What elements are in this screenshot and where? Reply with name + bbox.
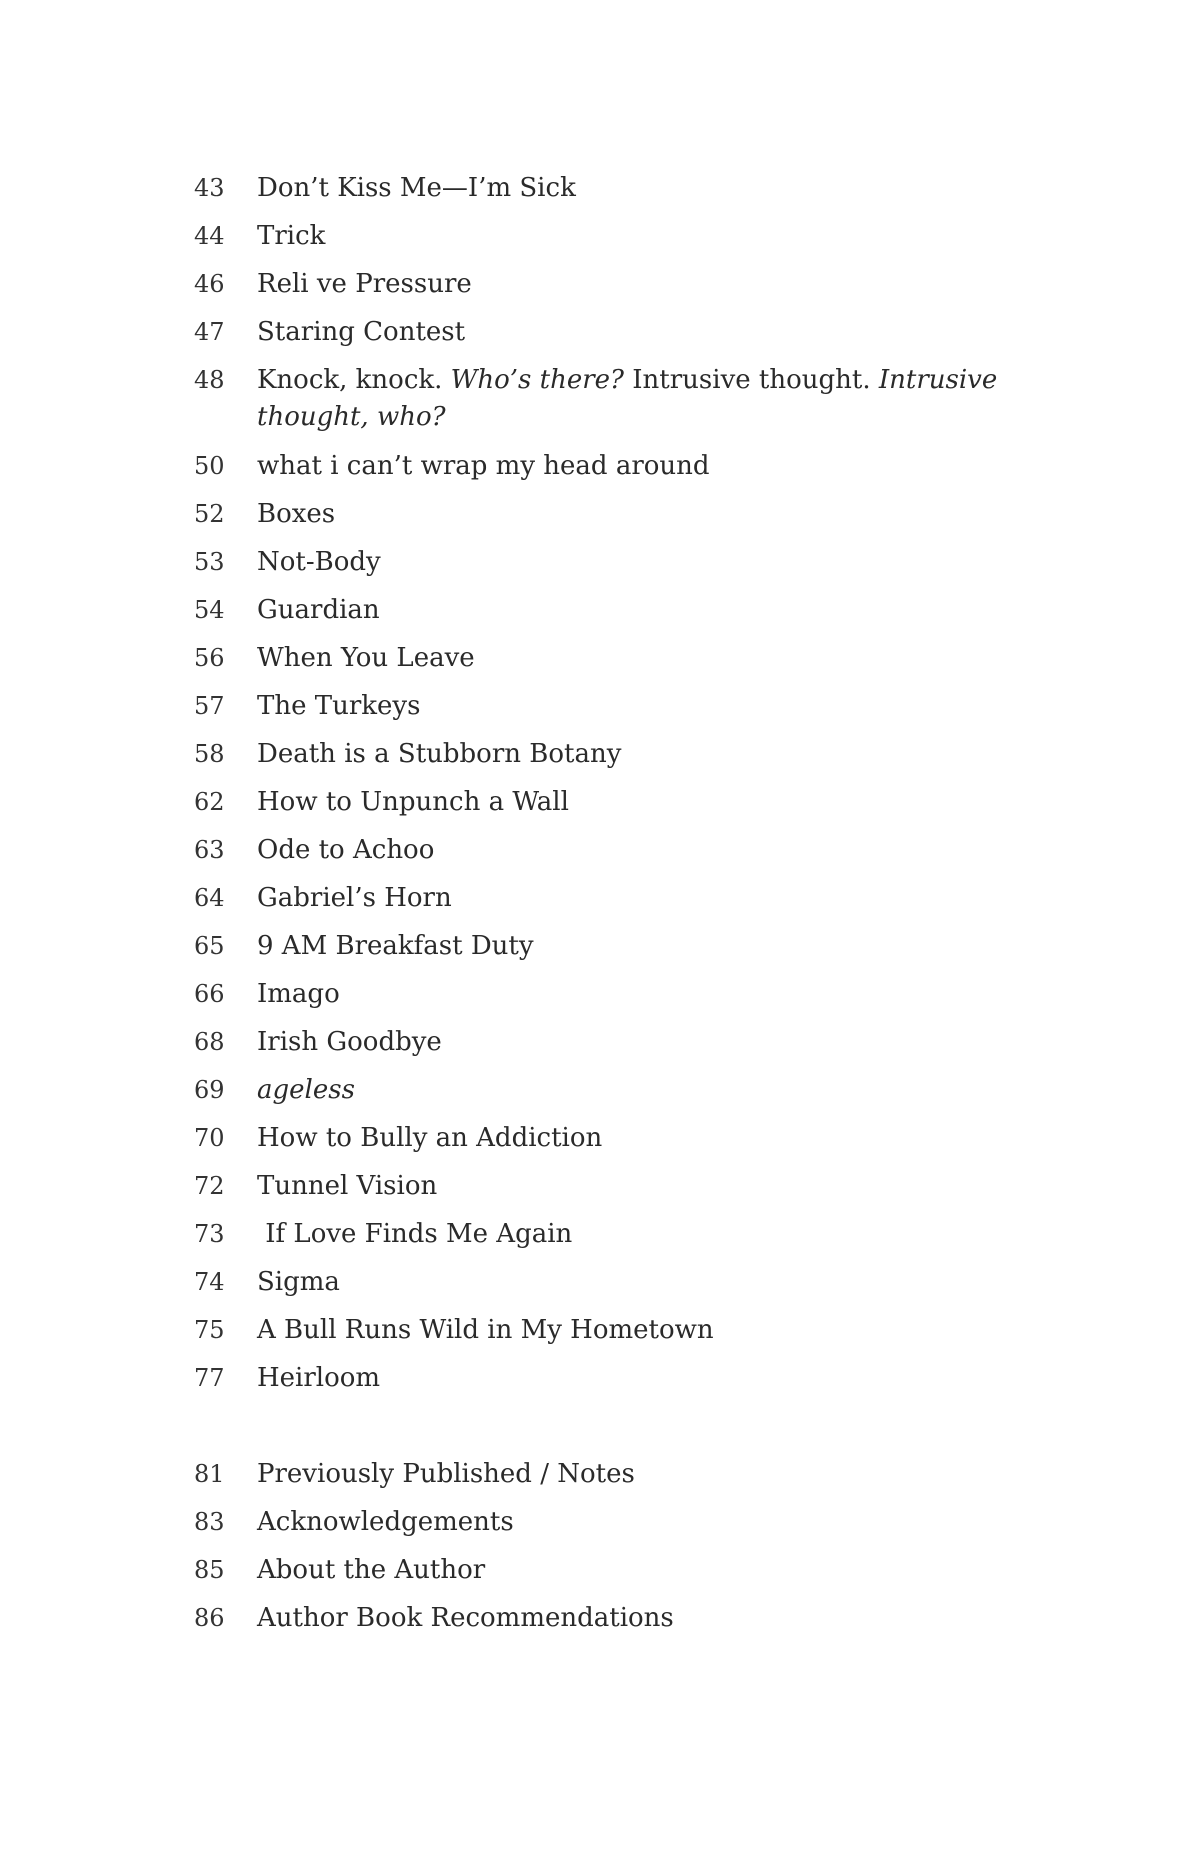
toc-entry — [194, 832, 1014, 869]
toc-title: The Turkeys — [257, 691, 421, 721]
toc-title: Don’t Kiss Me—I’m Sick — [257, 173, 576, 203]
toc-page-number: 75 — [194, 1316, 225, 1344]
toc-entry — [194, 1024, 1014, 1061]
toc-title: Not-Body — [257, 547, 381, 577]
toc-title: A Bull Runs Wild in My Hometown — [257, 1315, 714, 1345]
toc-title: Heirloom — [257, 1363, 381, 1393]
toc-page-number: 46 — [194, 270, 225, 298]
toc-entry — [194, 640, 1014, 677]
toc-title: How to Bully an Addiction — [257, 1123, 603, 1153]
toc-entry — [194, 880, 1014, 917]
toc-title — [257, 362, 1014, 436]
toc-page-number: 68 — [194, 1028, 225, 1056]
toc-page-number: 64 — [194, 884, 225, 912]
toc-entry — [194, 784, 1014, 821]
toc-entry — [194, 1312, 1014, 1349]
toc-page-number: 72 — [194, 1172, 225, 1200]
toc-title: Boxes — [257, 499, 336, 529]
toc-title: Sigma — [257, 1267, 340, 1297]
toc-title: Author Book Recommendations — [257, 1603, 674, 1633]
toc-title-part: Knock, knock. — [257, 365, 451, 395]
toc-title: If Love Finds Me Again — [257, 1219, 573, 1249]
toc-title-italic-part: Who’s there? — [450, 365, 625, 395]
toc-title: Guardian — [257, 595, 380, 625]
toc-title: About the Author — [257, 1555, 486, 1585]
toc-entry — [194, 448, 1014, 485]
toc-page-number: 43 — [194, 174, 225, 202]
toc-page-number: 44 — [194, 222, 225, 250]
toc-entry — [194, 1264, 1014, 1301]
toc-title: Acknowledgements — [257, 1507, 514, 1537]
toc-page-number: 85 — [194, 1556, 225, 1584]
toc-page-number: 56 — [194, 644, 225, 672]
toc-entry — [194, 362, 1014, 436]
toc-title: How to Unpunch a Wall — [257, 787, 569, 817]
section-gap — [194, 1408, 1014, 1456]
toc-title: Previously Published / Notes — [257, 1459, 635, 1489]
toc-page-number: 50 — [194, 452, 225, 480]
toc-page-number: 47 — [194, 318, 225, 346]
toc-page-number: 74 — [194, 1268, 225, 1296]
toc-entry — [194, 928, 1014, 965]
toc-title: Staring Contest — [257, 317, 466, 347]
toc-page-number: 57 — [194, 692, 225, 720]
toc-title: Gabriel’s Horn — [257, 883, 452, 913]
toc-page-number: 83 — [194, 1508, 225, 1536]
toc-entry — [194, 688, 1014, 725]
toc-page-number: 66 — [194, 980, 225, 1008]
toc-page-number: 81 — [194, 1460, 225, 1488]
toc-entry — [194, 1216, 1014, 1253]
toc-title: 9 AM Breakfast Duty — [257, 931, 534, 961]
toc-page-number: 77 — [194, 1364, 225, 1392]
toc-entry — [194, 218, 1014, 255]
toc-page-number: 73 — [194, 1220, 225, 1248]
toc-page-number: 62 — [194, 788, 225, 816]
toc-entry — [194, 1360, 1014, 1397]
toc-title-italic-part: ageless — [257, 1075, 355, 1105]
toc-entry — [194, 170, 1014, 207]
toc-title: Death is a Stubborn Botany — [257, 739, 622, 769]
toc-entry — [194, 1600, 1014, 1637]
toc-page-number: 54 — [194, 596, 225, 624]
toc-title: Irish Goodbye — [257, 1027, 442, 1057]
toc-title-part: Intrusive thought. — [624, 365, 879, 395]
toc-entry — [194, 1456, 1014, 1493]
toc-entry — [194, 544, 1014, 581]
toc-title: Ode to Achoo — [257, 835, 435, 865]
toc-entry — [194, 314, 1014, 351]
toc-entry — [194, 1552, 1014, 1589]
toc-title: Tunnel Vision — [257, 1171, 438, 1201]
toc-entry — [194, 736, 1014, 773]
toc-entry — [194, 1120, 1014, 1157]
toc-title: Reli ve Pressure — [257, 269, 472, 299]
toc-entry — [194, 592, 1014, 629]
toc-page-number: 58 — [194, 740, 225, 768]
toc-page-number: 48 — [194, 366, 225, 394]
toc-title: When You Leave — [257, 643, 475, 673]
table-of-contents — [194, 170, 1014, 1648]
toc-title-italic-part: Intrusive thought, who? — [257, 365, 998, 432]
toc-title: what i can’t wrap my head around — [257, 451, 710, 481]
toc-page-number: 86 — [194, 1604, 225, 1632]
toc-title: Imago — [257, 979, 340, 1009]
toc-entry — [194, 1168, 1014, 1205]
toc-entry — [194, 496, 1014, 533]
toc-page-number: 52 — [194, 500, 225, 528]
toc-entry — [194, 1504, 1014, 1541]
toc-page-number: 65 — [194, 932, 225, 960]
toc-entry — [194, 976, 1014, 1013]
toc-page-number: 70 — [194, 1124, 225, 1152]
toc-title — [257, 1072, 1014, 1109]
toc-page-number: 69 — [194, 1076, 225, 1104]
toc-page-number: 53 — [194, 548, 225, 576]
toc-title: Trick — [257, 221, 326, 251]
toc-page-number: 63 — [194, 836, 225, 864]
toc-entry — [194, 266, 1014, 303]
toc-entry — [194, 1072, 1014, 1109]
